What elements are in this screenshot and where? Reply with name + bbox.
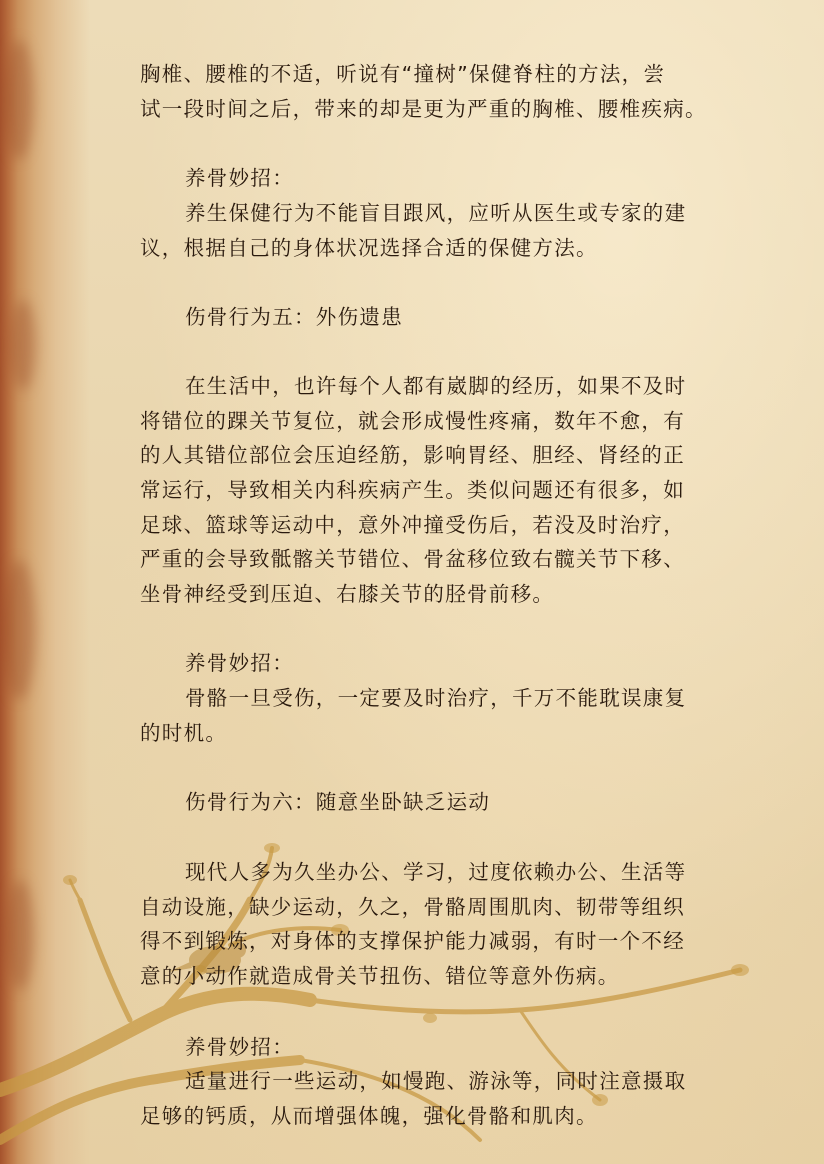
paragraph xyxy=(140,681,720,750)
text-line: 自动设施，缺少运动，久之，骨骼周围肌肉、韧带等组织 xyxy=(140,894,685,919)
text-line: 现代人多为久坐办公、学习，过度依赖办公、生活等 xyxy=(185,860,687,884)
text-line: 养骨妙招： xyxy=(185,1035,294,1059)
paragraph xyxy=(140,855,720,994)
text-line: 议，根据自己的身体状况选择合适的保健方法。 xyxy=(140,235,598,260)
text-line: 意的小动作就造成骨关节扭伤、错位等意外伤病。 xyxy=(140,964,620,989)
text-line: 养骨妙招： xyxy=(185,651,294,675)
text-line: 适量进行一些运动，如慢跑、游泳等，同时注意摄取 xyxy=(185,1069,687,1093)
text-line: 养生保健行为不能盲目跟风，应听从医生或专家的建 xyxy=(185,201,687,225)
text-line: 坐骨神经受到压迫、右膝关节的胫骨前移。 xyxy=(140,582,555,607)
text-line: 将错位的踝关节复位，就会形成慢性疼痛，数年不愈，有 xyxy=(140,408,685,433)
section-heading xyxy=(140,161,720,196)
text-line: 在生活中，也许每个人都有崴脚的经历，如果不及时 xyxy=(185,374,687,398)
text-line: 的时机。 xyxy=(140,720,228,745)
text-line: 足够的钙质，从而增强体魄，强化骨骼和肌肉。 xyxy=(140,1103,598,1128)
section-heading xyxy=(140,646,720,681)
section-heading xyxy=(140,300,720,335)
section-heading xyxy=(140,785,720,820)
section-heading xyxy=(140,1030,720,1065)
text-line: 骨骼一旦受伤，一定要及时治疗，千万不能耽误康复 xyxy=(185,686,687,710)
text-line: 试一段时间之后，带来的却是更为严重的胸椎、腰椎疾病。 xyxy=(140,96,707,121)
text-line: 伤骨行为六：随意坐卧缺乏运动 xyxy=(185,790,491,814)
text-line: 胸椎、腰椎的不适，听说有“撞树”保健脊柱的方法，尝 xyxy=(140,62,666,86)
paragraph xyxy=(140,1064,720,1133)
text-line: 伤骨行为五：外伤遗患 xyxy=(185,305,403,329)
text-line: 常运行，导致相关内科疾病产生。类似问题还有很多，如 xyxy=(140,478,685,503)
text-line: 足球、篮球等运动中，意外冲撞受伤后，若没及时治疗， xyxy=(140,512,685,537)
paragraph xyxy=(140,369,720,612)
text-line: 得不到锻炼，对身体的支撑保护能力减弱，有时一个不经 xyxy=(140,929,685,954)
text-line: 养骨妙招： xyxy=(185,166,294,190)
text-line: 严重的会导致骶髂关节错位、骨盆移位致右髋关节下移、 xyxy=(140,547,685,572)
paragraph xyxy=(140,196,720,265)
text-line: 的人其错位部位会压迫经筋，影响胃经、胆经、肾经的正 xyxy=(140,443,685,468)
paragraph xyxy=(140,57,720,126)
